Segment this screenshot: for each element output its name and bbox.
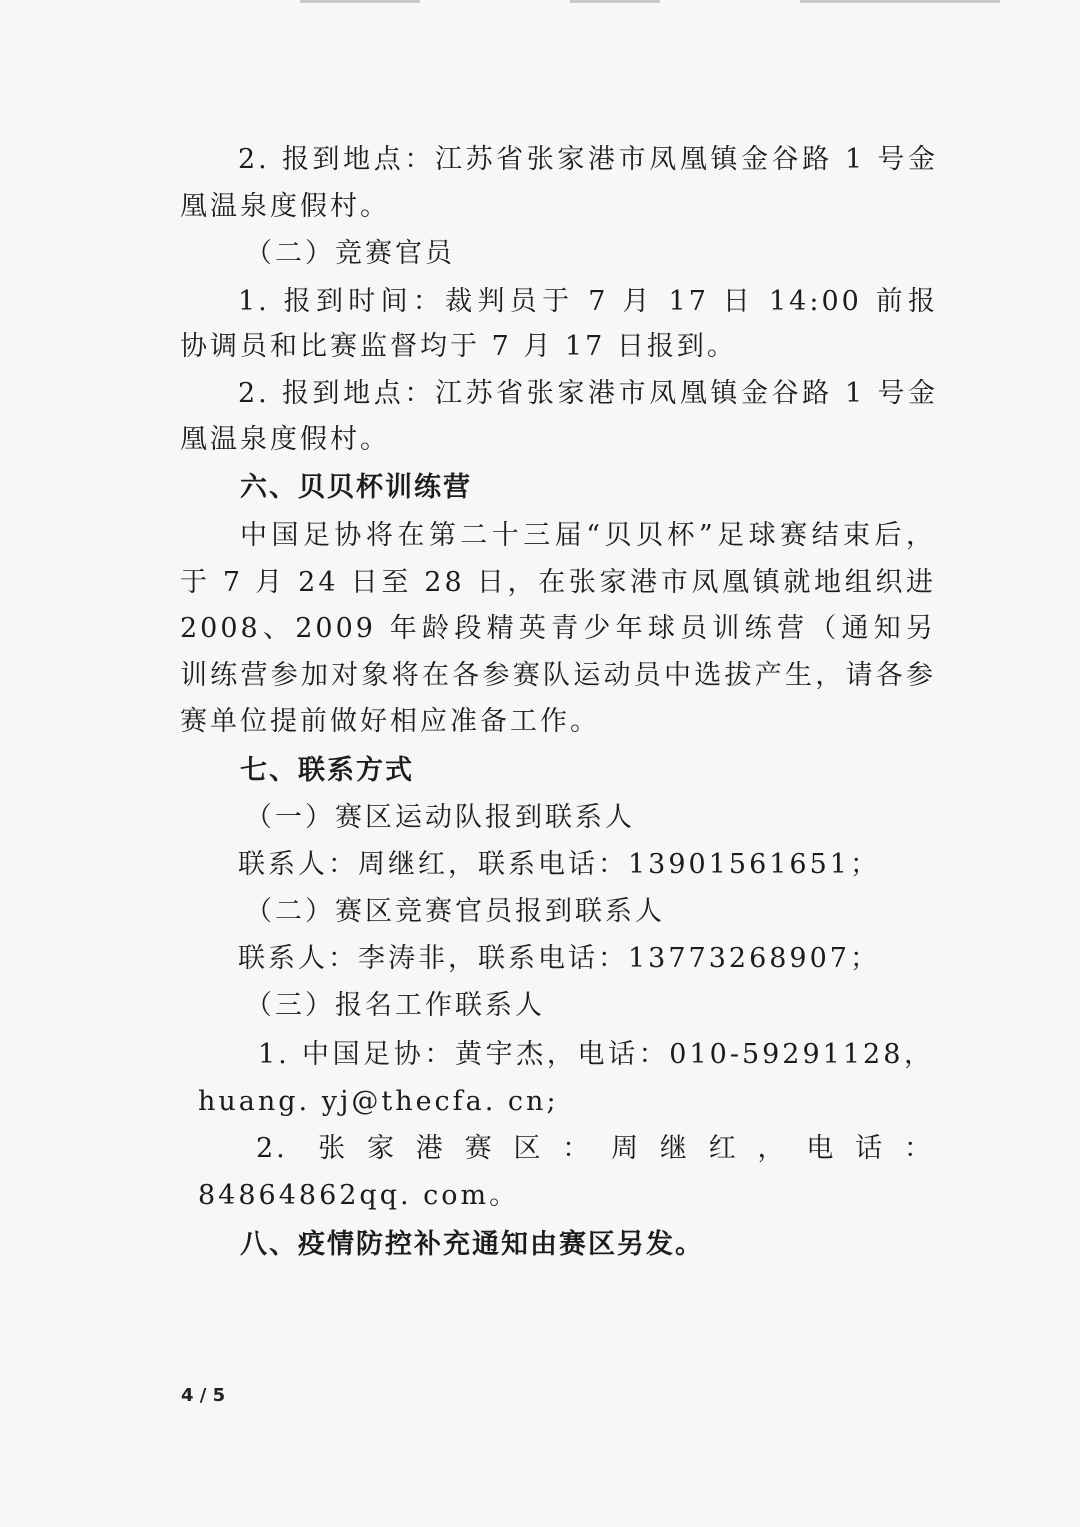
text-line: 2. 报到地点：江苏省张家港市凤凰镇金谷路 1 号金 — [238, 144, 938, 175]
scan-edge-mark — [300, 0, 420, 3]
text-line: 2008、2009 年龄段精英青少年球员训练营（通知另 — [180, 613, 936, 644]
contact-line: 联系人：李涛非，联系电话：13773268907； — [238, 943, 880, 974]
page-number: 4 / 5 — [181, 1385, 226, 1406]
subsection-heading: （一）赛区运动队报到联系人 — [245, 802, 635, 833]
text-line: 协调员和比赛监督均于 7 月 17 日报到。 — [180, 331, 737, 362]
email-text: huang. yj@thecfa. cn; — [198, 1086, 559, 1117]
text-line: 2. 报到地点：江苏省张家港市凤凰镇金谷路 1 号金 — [238, 378, 938, 409]
subsection-heading: （三）报名工作联系人 — [245, 990, 545, 1021]
contact-line: 2. 张家港赛区：周继红，电话： — [256, 1133, 934, 1164]
section-heading: 八、疫情防控补充通知由赛区另发。 — [240, 1229, 704, 1260]
subsection-heading: （二）赛区竞赛官员报到联系人 — [245, 896, 665, 927]
section-heading: 六、贝贝杯训练营 — [240, 472, 472, 503]
scan-edge-mark — [570, 0, 660, 3]
text-line: 凰温泉度假村。 — [180, 191, 390, 222]
subsection-heading: （二）竞赛官员 — [245, 238, 455, 269]
text-line: 凰温泉度假村。 — [180, 424, 390, 455]
contact-line: 联系人：周继红，联系电话：13901561651； — [238, 849, 880, 880]
text-line: 于 7 月 24 日至 28 日，在张家港市凤凰镇就地组织进 — [180, 567, 936, 598]
text-line: 1. 报到时间：裁判员于 7 月 17 日 14:00 前报 — [238, 286, 938, 317]
text-line: 赛单位提前做好相应准备工作。 — [180, 706, 600, 737]
text-line: 中国足协将在第二十三届“贝贝杯”足球赛结束后， — [240, 520, 936, 551]
contact-line: 1. 中国足协：黄宇杰，电话：010-59291128， — [258, 1039, 934, 1070]
email-text: 84864862qq. com。 — [198, 1180, 520, 1211]
text-line: 训练营参加对象将在各参赛队运动员中选拔产生，请各参 — [180, 660, 936, 691]
scan-edge-mark — [800, 0, 1000, 3]
section-heading: 七、联系方式 — [240, 755, 414, 786]
